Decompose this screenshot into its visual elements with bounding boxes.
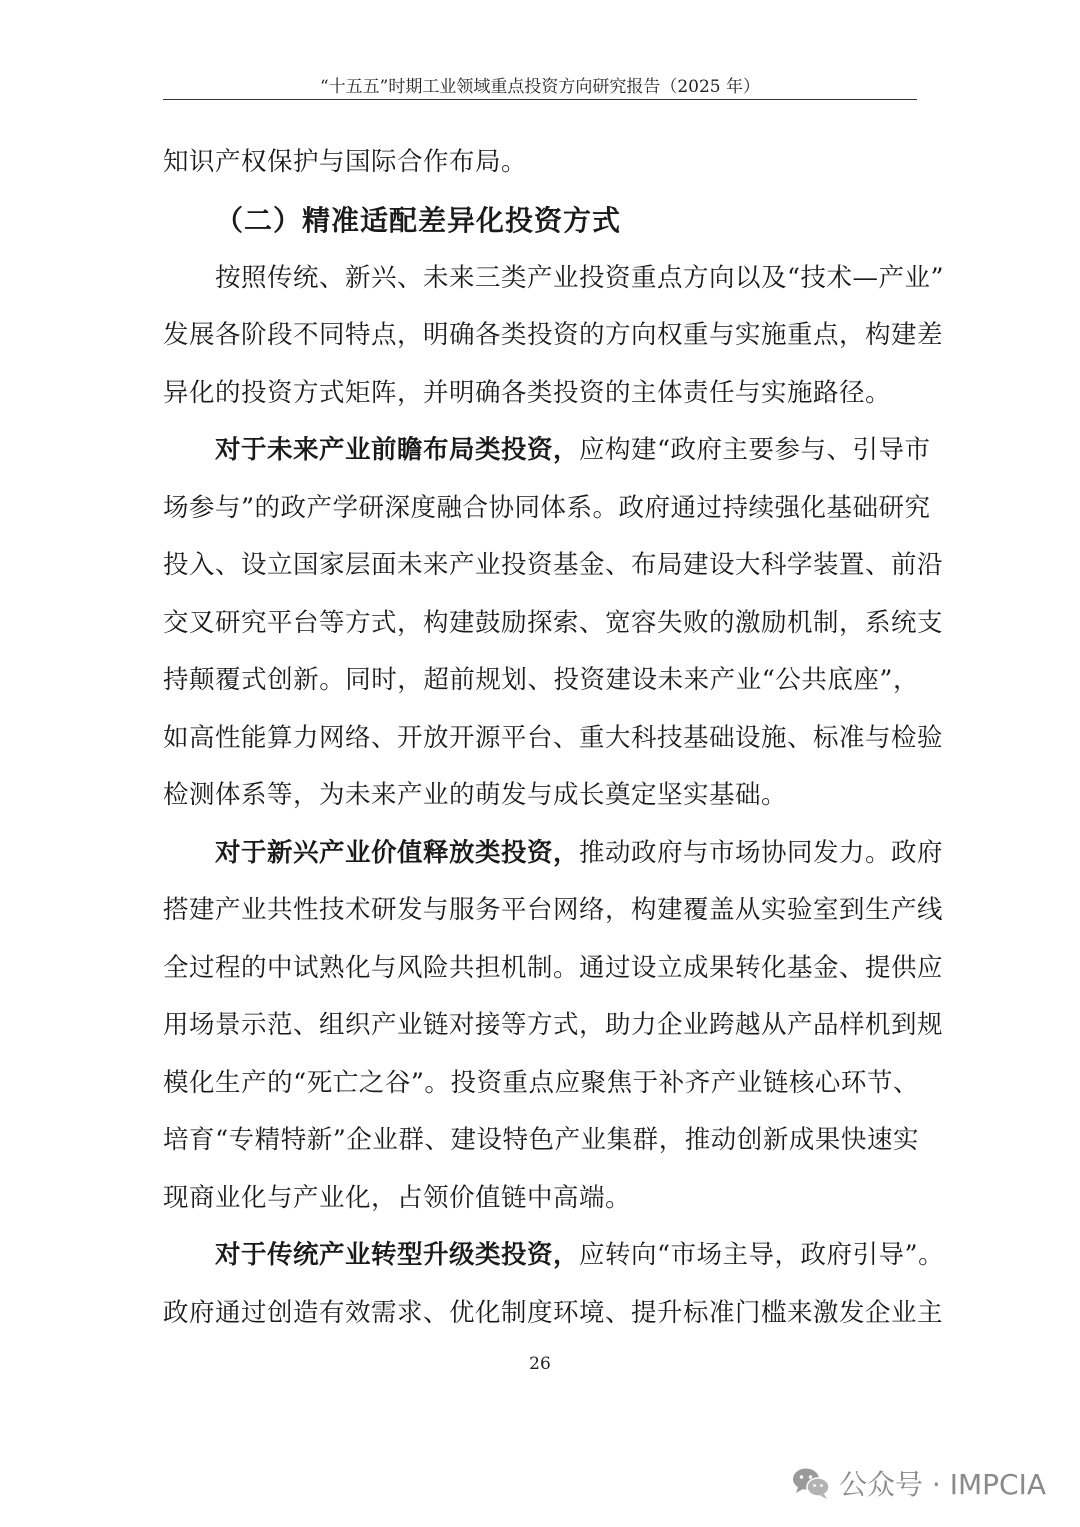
text-line: 持颠覆式创新。同时，超前规划、投资建设未来产业“公共底座”， <box>163 665 919 695</box>
text-line: 全过程的中试熟化与风险共担机制。通过设立成果转化基金、提供应 <box>163 952 944 983</box>
paragraph-lead-rest: 应构建“政府主要参与、引导市 <box>579 435 931 465</box>
text-line: 检测体系等，为未来产业的萌发与成长奠定坚实基础。 <box>163 780 788 810</box>
text-line: 按照传统、新兴、未来三类产业投资重点方向以及“技术—产业” <box>215 262 945 293</box>
watermark-text: 公众号 · IMPCIA <box>839 1468 1046 1501</box>
paragraph-lead-rest: 应转向“市场主导，政府引导”。 <box>579 1240 945 1270</box>
text-line: 交叉研究平台等方式，构建鼓励探索、宽容失败的激励机制，系统支 <box>163 607 944 638</box>
text-line: 发展各阶段不同特点，明确各类投资的方向权重与实施重点，构建差 <box>163 320 944 350</box>
text-line: 异化的投资方式矩阵，并明确各类投资的主体责任与实施路径。 <box>163 377 892 408</box>
text-line: 知识产权保护与国际合作布局。 <box>163 147 528 177</box>
running-header: “十五五”时期工业领域重点投资方向研究报告（2025 年） <box>319 77 761 97</box>
page-number: 26 <box>529 1354 551 1374</box>
paragraph-lead: 对于未来产业前瞻布局类投资， <box>215 435 580 465</box>
text-line: 模化生产的“死亡之谷”。投资重点应聚焦于补齐产业链核心环节、 <box>163 1067 919 1098</box>
wechat-icon <box>791 1466 831 1500</box>
paragraph-lead: 对于传统产业转型升级类投资， <box>215 1240 580 1270</box>
watermark <box>791 1459 1046 1507</box>
paragraph-lead: 对于新兴产业价值释放类投资， <box>215 837 580 868</box>
text-line: 培育“专精特新”企业群、建设特色产业集群，推动创新成果快速实 <box>163 1125 919 1155</box>
section-heading: （二）精准适配差异化投资方式 <box>215 203 622 237</box>
paragraph-lead-line <box>163 1227 945 1285</box>
paragraph-lead-rest: 推动政府与市场协同发力。政府 <box>579 837 944 868</box>
text-line: 现商业化与产业化，占领价值链中高端。 <box>163 1182 632 1213</box>
paragraph-lead-line <box>163 825 944 883</box>
header-divider <box>163 99 917 100</box>
text-line: 如高性能算力网络、开放开源平台、重大科技基础设施、标准与检验 <box>163 722 944 753</box>
paragraph-lead-line <box>163 422 931 480</box>
text-line: 投入、设立国家层面未来产业投资基金、布局建设大科学装置、前沿 <box>163 550 944 580</box>
text-line: 用场景示范、组织产业链对接等方式，助力企业跨越从产品样机到规 <box>163 1010 944 1040</box>
text-line: 政府通过创造有效需求、优化制度环境、提升标准门槛来激发企业主 <box>163 1297 944 1328</box>
document-body <box>163 134 945 1342</box>
text-line: 搭建产业共性技术研发与服务平台网络，构建覆盖从实验室到生产线 <box>163 895 944 925</box>
text-line: 场参与”的政产学研深度融合协同体系。政府通过持续强化基础研究 <box>163 492 931 523</box>
